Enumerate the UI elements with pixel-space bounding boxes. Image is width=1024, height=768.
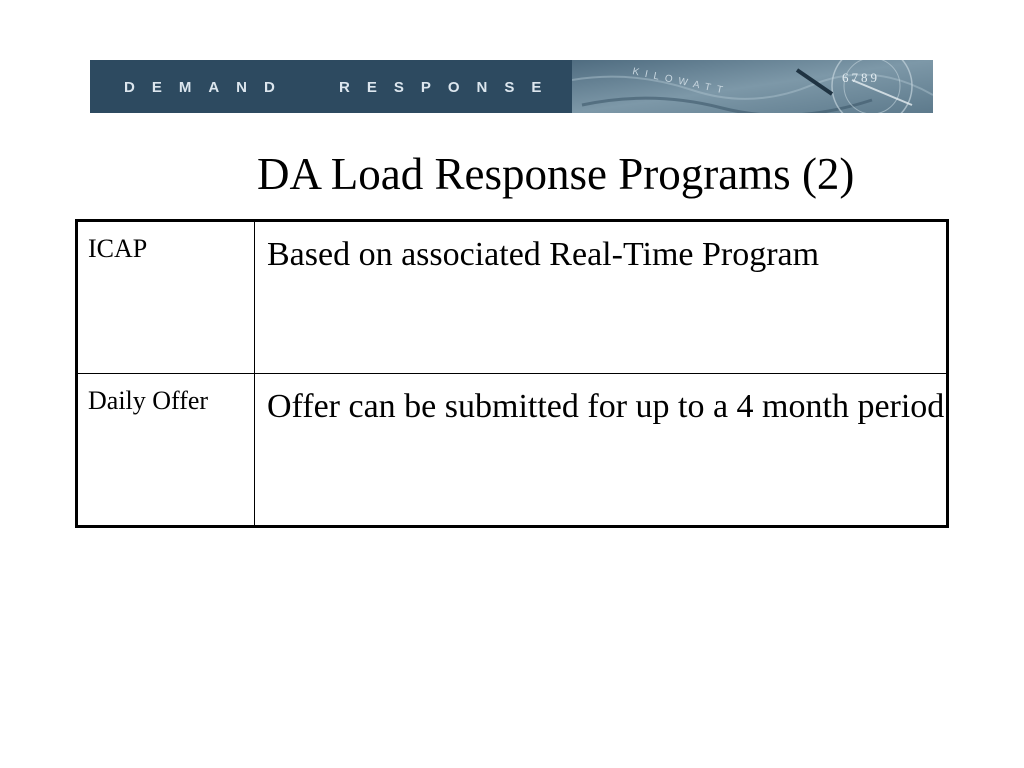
banner-title: DEMAND RESPONSE bbox=[124, 79, 559, 96]
table-row bbox=[77, 374, 948, 527]
row-label: Daily Offer bbox=[77, 374, 255, 527]
row-description: Based on associated Real-Time Program bbox=[255, 221, 948, 374]
slide-title: DA Load Response Programs (2) bbox=[257, 149, 855, 199]
programs-table bbox=[75, 219, 949, 528]
row-label: ICAP bbox=[77, 221, 255, 374]
table-row bbox=[77, 221, 948, 374]
art-kilowatt-text: KILOWATT bbox=[631, 66, 730, 98]
art-digits-text: 6789 bbox=[842, 70, 880, 85]
row-description: Offer can be submitted for up to a 4 month period bbox=[255, 374, 948, 527]
kilowatt-meter-image bbox=[572, 60, 933, 113]
header-banner bbox=[90, 60, 933, 113]
